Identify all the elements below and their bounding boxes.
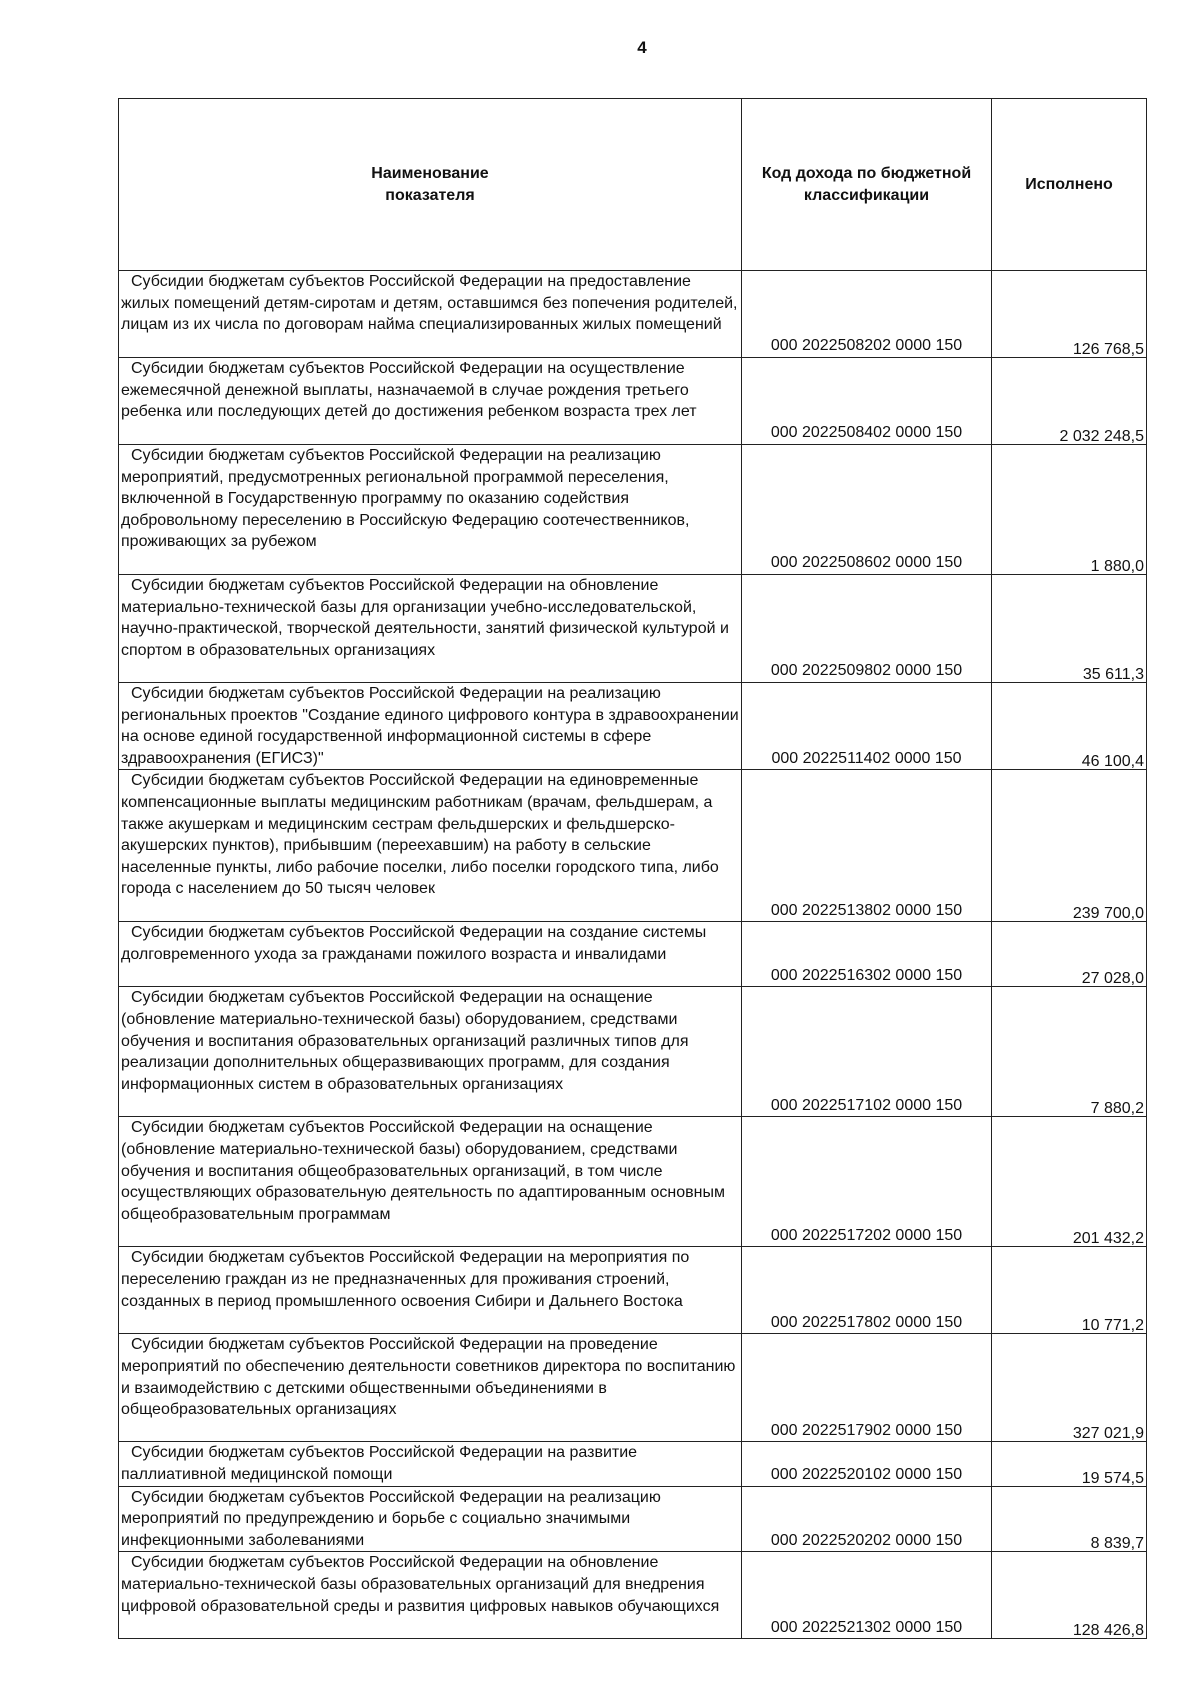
- row-code: 000 2022517902 0000 150: [742, 1334, 992, 1442]
- row-name: Субсидии бюджетам субъектов Российской Федерации на оснащение (обновление материально-технической базы) оборудованием, средствами обучения и воспитания общеобразовательных организаций, в том числе осуществляющих образовательную деятельность по адаптированным основным общеобразовательным программам: [119, 1117, 742, 1247]
- row-name: Субсидии бюджетам субъектов Российской Федерации на реализацию мероприятий, предусмотренных региональной программой переселения, включенной в Государственную программу по оказанию содействия добровольному переселению в Российскую Федерацию соотечественников, проживающих за рубежом: [119, 445, 742, 575]
- budget-revenue-table: [118, 98, 1147, 1639]
- header-executed: [992, 99, 1147, 271]
- table-row: [119, 575, 1147, 683]
- table-row: [119, 445, 1147, 575]
- row-amount: [992, 1117, 1147, 1247]
- row-amount: [992, 1486, 1147, 1552]
- table-row: [119, 1442, 1147, 1486]
- row-amount-value: 46 100,4: [1081, 753, 1144, 770]
- row-name: Субсидии бюджетам субъектов Российской Федерации на проведение мероприятий по обеспечению деятельности советников директора по воспитанию и взаимодействию с детскими общественными объединениями в общеобразовательных организациях: [119, 1334, 742, 1442]
- table-row: [119, 1247, 1147, 1334]
- row-code: 000 2022517802 0000 150: [742, 1247, 992, 1334]
- table-header-row: [119, 99, 1147, 271]
- header-code-line1: Код дохода по бюджетной: [761, 164, 972, 182]
- row-name: Субсидии бюджетам субъектов Российской Федерации на реализацию мероприятий по предупреждению и борьбе с социально значимыми инфекционными заболеваниями: [119, 1486, 742, 1552]
- table-row: [119, 271, 1147, 358]
- row-code: 000 2022509802 0000 150: [742, 575, 992, 683]
- table-row: [119, 683, 1147, 770]
- row-name: Субсидии бюджетам субъектов Российской Федерации на создание системы долговременного ухода за гражданами пожилого возраста и инвалидами: [119, 922, 742, 987]
- table-row: [119, 922, 1147, 987]
- row-amount: [992, 683, 1147, 770]
- row-code: 000 2022517102 0000 150: [742, 987, 992, 1117]
- page-number: 4: [637, 38, 647, 57]
- row-amount-value: 1 880,0: [1090, 558, 1144, 575]
- table-row: [119, 1334, 1147, 1442]
- header-name-line2: показателя: [385, 186, 475, 204]
- row-code: 000 2022513802 0000 150: [742, 770, 992, 922]
- row-amount-value: 201 432,2: [1072, 1230, 1144, 1247]
- row-name: Субсидии бюджетам субъектов Российской Федерации на мероприятия по переселению граждан из не предназначенных для проживания строений, созданных в период промышленного освоения Сибири и Дальнего Востока: [119, 1247, 742, 1334]
- row-name: Субсидии бюджетам субъектов Российской Федерации на единовременные компенсационные выплаты медицинским работникам (врачам, фельдшерам, а также акушеркам и медицинским сестрам фельдшерских и фельдшерско-акушерских пунктов), прибывшим (переехавшим) на работу в сельские населенные пункты, либо рабочие поселки, либо поселки городского типа, либо города с населением до 50 тысяч человек: [119, 770, 742, 922]
- row-name: Субсидии бюджетам субъектов Российской Федерации на развитие паллиативной медицинской помощи: [119, 1442, 742, 1486]
- row-name: Субсидии бюджетам субъектов Российской Федерации на обновление материально-технической базы образовательных организаций для внедрения цифровой образовательной среды и развития цифровых навыков обучающихся: [119, 1552, 742, 1639]
- row-amount: [992, 1552, 1147, 1639]
- row-amount-value: 10 771,2: [1081, 1317, 1144, 1334]
- header-name-line1: Наименование: [371, 164, 489, 182]
- row-amount: [992, 575, 1147, 683]
- row-amount: [992, 922, 1147, 987]
- row-code: 000 2022508402 0000 150: [742, 358, 992, 445]
- row-code: 000 2022508602 0000 150: [742, 445, 992, 575]
- table-row: [119, 1552, 1147, 1639]
- row-amount-value: 239 700,0: [1072, 905, 1144, 922]
- row-name: Субсидии бюджетам субъектов Российской Федерации на предоставление жилых помещений детям-сиротам и детям, оставшимся без попечения родителей, лицам из их числа по договорам найма специализированных жилых помещений: [119, 271, 742, 358]
- table-row: [119, 770, 1147, 922]
- table-row: [119, 358, 1147, 445]
- table-row: [119, 1117, 1147, 1247]
- row-amount-value: 2 032 248,5: [1059, 428, 1144, 445]
- row-code: 000 2022516302 0000 150: [742, 922, 992, 987]
- row-amount-value: 35 611,3: [1082, 666, 1144, 683]
- row-amount: [992, 1247, 1147, 1334]
- row-code: 000 2022508202 0000 150: [742, 271, 992, 358]
- row-amount-value: 128 426,8: [1072, 1622, 1144, 1639]
- header-code-line2: классификации: [803, 186, 930, 204]
- row-amount-value: 8 839,7: [1090, 1535, 1144, 1552]
- row-name: Субсидии бюджетам субъектов Российской Федерации на оснащение (обновление материально-технической базы) оборудованием, средствами обучения и воспитания образовательных организаций различных типов для реализации дополнительных общеразвивающих программ, для создания информационных систем в образовательных организациях: [119, 987, 742, 1117]
- row-code: 000 2022521302 0000 150: [742, 1552, 992, 1639]
- row-amount: [992, 445, 1147, 575]
- row-code: 000 2022511402 0000 150: [742, 683, 992, 770]
- row-amount: [992, 987, 1147, 1117]
- row-amount-value: 19 574,5: [1081, 1469, 1144, 1487]
- table-row: [119, 1486, 1147, 1552]
- header-executed-label: Исполнено: [1025, 175, 1113, 193]
- row-amount-value: 126 768,5: [1072, 341, 1144, 358]
- row-name: Субсидии бюджетам субъектов Российской Федерации на осуществление ежемесячной денежной выплаты, назначаемой в случае рождения третьего ребенка или последующих детей до достижения ребенком возраста трех лет: [119, 358, 742, 445]
- header-indicator-name: [119, 99, 742, 271]
- row-name: Субсидии бюджетам субъектов Российской Федерации на обновление материально-технической базы для организации учебно-исследовательской, научно-практической, творческой деятельности, занятий физической культурой и спортом в образовательных организациях: [119, 575, 742, 683]
- row-code: 000 2022520202 0000 150: [742, 1486, 992, 1552]
- row-amount: [992, 770, 1147, 922]
- row-amount: [992, 358, 1147, 445]
- row-code: 000 2022520102 0000 150: [742, 1442, 992, 1486]
- row-amount-value: 27 028,0: [1081, 970, 1144, 987]
- row-amount-value: 327 021,9: [1072, 1425, 1144, 1442]
- row-name: Субсидии бюджетам субъектов Российской Федерации на реализацию региональных проектов "Создание единого цифрового контура в здравоохранении на основе единой государственной информационной системы в сфере здравоохранения (ЕГИСЗ)": [119, 683, 742, 770]
- row-amount: [992, 271, 1147, 358]
- row-code: 000 2022517202 0000 150: [742, 1117, 992, 1247]
- row-amount: [992, 1334, 1147, 1442]
- table-row: [119, 987, 1147, 1117]
- row-amount-value: 7 880,2: [1090, 1100, 1144, 1117]
- header-revenue-code: [742, 99, 992, 271]
- row-amount: [992, 1442, 1147, 1486]
